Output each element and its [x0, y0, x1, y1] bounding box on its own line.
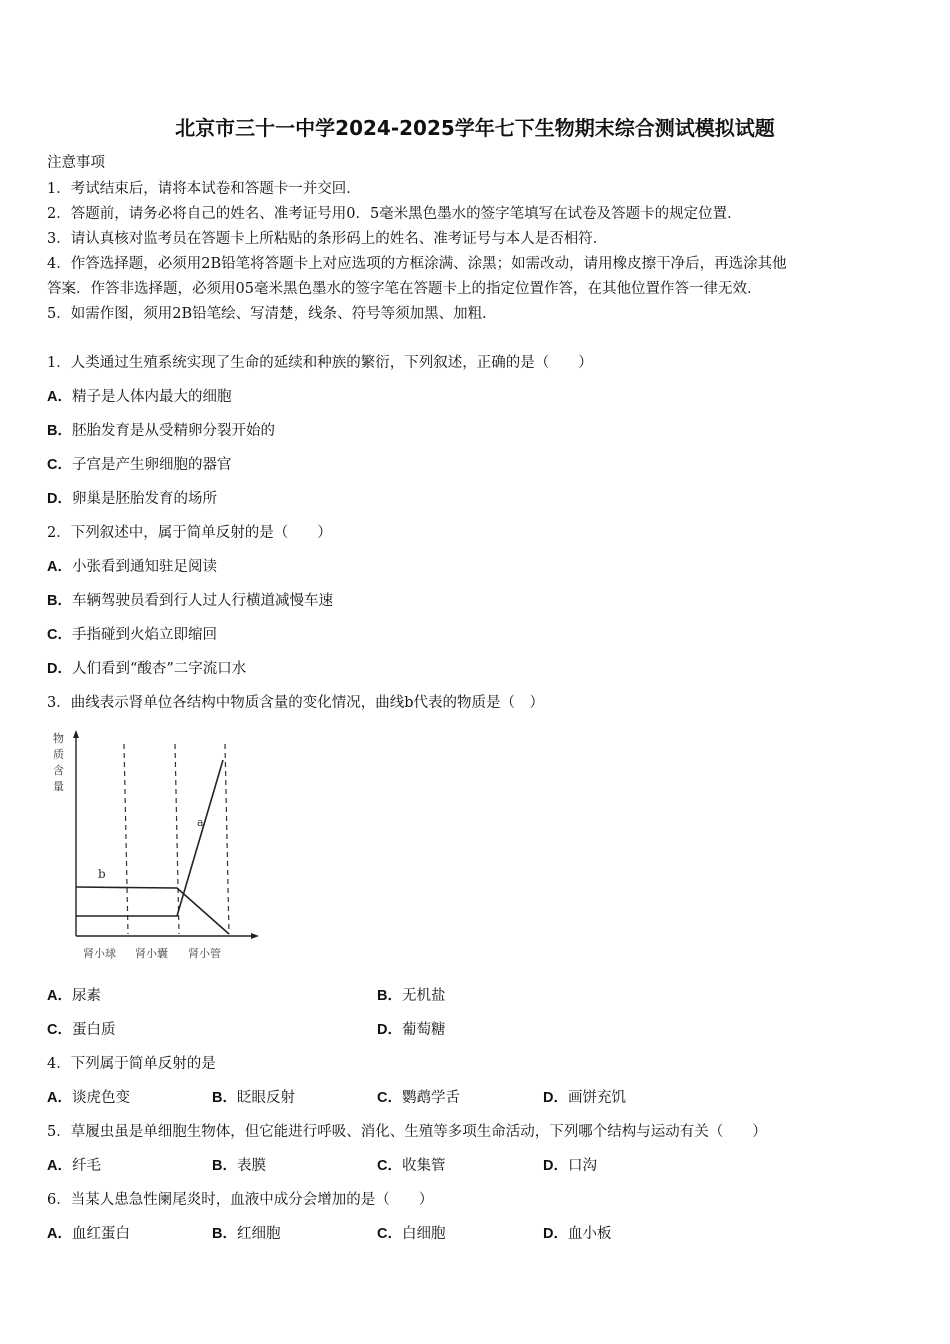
question-3-option-b[interactable]: B．无机盐 — [377, 988, 446, 1004]
question-2-option-a[interactable]: A．小张看到通知驻足阅读 — [47, 559, 217, 575]
question-2-option-b[interactable]: B．车辆驾驶员看到行人过人行横道减慢车速 — [47, 593, 333, 609]
question-4-option-a[interactable]: A．谈虎色变 — [47, 1090, 130, 1106]
ylabel-char-3: 含 — [53, 764, 64, 777]
notice-item-3: 3．请认真核对监考员在答题卡上所粘贴的条形码上的姓名、准考证号与本人是否相符． — [47, 231, 608, 247]
question-5-option-a[interactable]: A．纤毛 — [47, 1158, 101, 1174]
curve-b-label: b — [98, 867, 106, 881]
ylabel-char-4: 量 — [53, 780, 64, 793]
x-label-tubule: 肾小管 — [188, 947, 221, 960]
curve-a-label: a — [197, 816, 204, 829]
x-label-glomerulus: 肾小球 — [83, 947, 116, 960]
notice-item-2: 2．答题前，请务必将自己的姓名、准考证号用0．5毫米黑色墨水的签字笔填写在试卷及答题卡的规定位置． — [47, 206, 742, 222]
question-6-option-b[interactable]: B．红细胞 — [212, 1226, 281, 1242]
question-1-stem: 1．人类通过生殖系统实现了生命的延续和种族的繁衍，下列叙述，正确的是（ ） — [47, 355, 593, 371]
question-4-option-d[interactable]: D．画饼充饥 — [543, 1090, 626, 1106]
question-2-stem: 2．下列叙述中，属于简单反射的是（ ） — [47, 525, 332, 541]
question-3-option-c[interactable]: C．蛋白质 — [47, 1022, 116, 1038]
question-1-option-d[interactable]: D．卵巢是胚胎发育的场所 — [47, 491, 217, 507]
question-4-option-c[interactable]: C．鹦鹉学舌 — [377, 1090, 460, 1106]
ylabel-char-2: 质 — [53, 748, 64, 761]
curve-a — [76, 760, 223, 916]
question-6-option-a[interactable]: A．血红蛋白 — [47, 1226, 130, 1242]
x-label-capsule: 肾小囊 — [135, 947, 168, 960]
ylabel-char-1: 物 — [53, 732, 64, 745]
curve-b — [76, 887, 229, 934]
question-4-stem: 4．下列属于简单反射的是 — [47, 1056, 216, 1072]
question-2-option-d[interactable]: D．人们看到“酸杏”二字流口水 — [47, 661, 247, 677]
divider-line-2 — [175, 744, 179, 934]
notice-item-5: 5．如需作图，须用2B铅笔绘、写清楚，线条、符号等须加黑、加粗． — [47, 306, 497, 322]
question-3-option-d[interactable]: D．葡萄糖 — [377, 1022, 446, 1038]
notice-item-4: 4．作答选择题，必须用2B铅笔将答题卡上对应选项的方框涂满、涂黑；如需改动，请用橡皮擦干净后，再选涂其他 — [47, 256, 787, 272]
question-5-stem: 5．草履虫虽是单细胞生物体，但它能进行呼吸、消化、生殖等多项生命活动，下列哪个结构与运动有关（ ） — [47, 1124, 767, 1140]
notice-item-4-cont: 答案．作答非选择题，必须用05毫米黑色墨水的签字笔在答题卡上的指定位置作答，在其他位置作答一律无效． — [47, 281, 762, 297]
page-title: 北京市三十一中学2024-2025学年七下生物期末综合测试模拟试题 — [175, 116, 775, 140]
question-4-option-b[interactable]: B．眨眼反射 — [212, 1090, 295, 1106]
y-axis-arrow — [73, 730, 79, 738]
question-3-option-a[interactable]: A．尿素 — [47, 988, 101, 1004]
question-5-option-b[interactable]: B．表膜 — [212, 1158, 266, 1174]
divider-line-3 — [225, 744, 229, 934]
question-1-option-b[interactable]: B．胚胎发育是从受精卵分裂开始的 — [47, 423, 275, 439]
question-1-option-c[interactable]: C．子宫是产生卵细胞的器官 — [47, 457, 232, 473]
question-6-stem: 6．当某人患急性阑尾炎时，血液中成分会增加的是（ ） — [47, 1192, 434, 1208]
question-6-option-d[interactable]: D．血小板 — [543, 1226, 612, 1242]
question-2-option-c[interactable]: C．手指碰到火焰立即缩回 — [47, 627, 217, 643]
question-3-stem: 3．曲线表示肾单位各结构中物质含量的变化情况，曲线b代表的物质是（ ） — [47, 695, 545, 711]
question-1-option-a[interactable]: A．精子是人体内最大的细胞 — [47, 389, 232, 405]
notice-item-1: 1．考试结束后，请将本试卷和答题卡一并交回． — [47, 181, 361, 197]
divider-line-1 — [124, 744, 128, 934]
question-6-option-c[interactable]: C．白细胞 — [377, 1226, 446, 1242]
kidney-curve-figure — [45, 728, 275, 966]
question-5-option-c[interactable]: C．收集管 — [377, 1158, 446, 1174]
x-axis-arrow — [251, 933, 259, 939]
question-5-option-d[interactable]: D．口沟 — [543, 1158, 597, 1174]
notice-heading: 注意事项 — [47, 155, 105, 171]
